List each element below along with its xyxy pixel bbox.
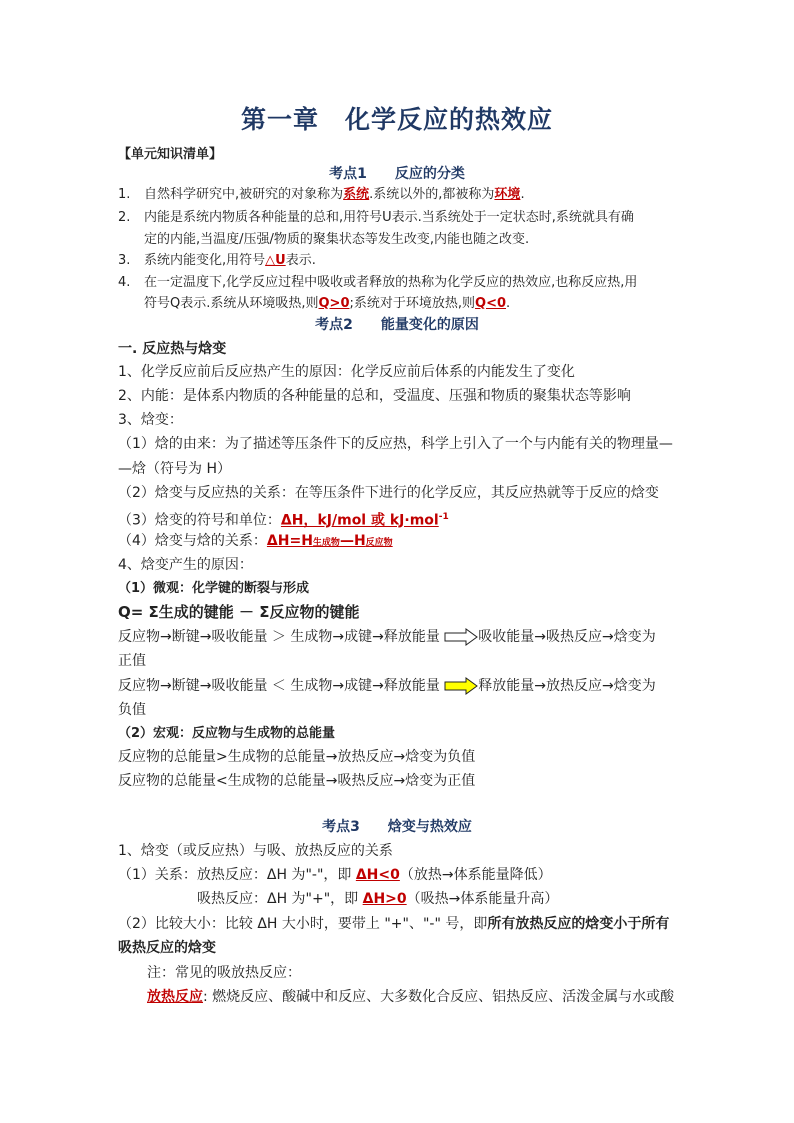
k2-micro-heading: （1）微观：化学键的断裂与形成 — [118, 581, 310, 596]
k2-line-3: 3、焓变： — [118, 412, 183, 428]
k2-comparison-1: 反应物→断键→吸收能量 ＞ 生成物→成键→释放能量 吸收能量→吸热反应→焓变为 — [118, 629, 656, 645]
bond-energy-formula: Q= Σ生成的键能 － Σ反应物的键能 — [118, 603, 360, 621]
k1-item-4: 4. 在一定温度下,化学反应过程中吸收或者释放的热称为化学反应的热效应,也称反应热,用 — [118, 275, 638, 290]
k1-item-2-cont: 定的内能,当温度/压强/物质的聚集状态等发生改变,内能也随之改变. — [144, 232, 530, 247]
k3-line-6: 放热反应: 燃烧反应、酸碱中和反应、大多数化合反应、铝热反应、活泼金属与水或酸 — [147, 989, 675, 1005]
k1-item-4-cont: 符号Q表示.系统从环境吸热,则Q>0;系统对于环境放热,则Q<0. — [144, 296, 511, 311]
k2-line-1: 1、化学反应前后反应热产生的原因：化学反应前后体系的内能发生了变化 — [118, 364, 575, 380]
k2-line-5: （2）焓变与反应热的关系：在等压条件下进行的化学反应，其反应热就等于反应的焓变 — [118, 485, 659, 501]
k3-line-4-cont: 吸热反应的焓变 — [118, 940, 216, 956]
k2-line-4a: （1）焓的由来：为了描述等压条件下的反应热，科学上引入了一个与内能有关的物理量— — [118, 436, 673, 452]
k1-item-3: 3. 系统内能变化,用符号△U表示. — [118, 253, 316, 268]
k2-line-6: （3）焓变的符号和单位：ΔH，kJ/mol 或 kJ·mol$^{-1}$ — [118, 512, 449, 529]
k3-line-4: （2）比较大小：比较 ΔH 大小时，要带上 "+"、"-" 号，即所有放热反应的焓变小于所有 — [118, 916, 670, 932]
k3-line-2: （1）关系：放热反应：ΔH 为"-"，即 ΔH<0（放热→体系能量降低） — [118, 867, 552, 883]
k2-comparison-1-cont: 正值 — [118, 653, 146, 669]
k2-macro-line-2: 反应物的总能量<生成物的总能量→吸热反应→焓变为正值 — [118, 773, 476, 789]
k2-line-2: 2、内能：是体系内物质的各种能量的总和，受温度、压强和物质的聚集状态等影响 — [118, 388, 631, 404]
section-heading-k2: 考点2 能量变化的原因 — [315, 317, 479, 333]
k3-line-3: 吸热反应：ΔH 为"+"，即 ΔH>0（吸热→体系能量升高） — [197, 891, 559, 907]
hollow-right-arrow-icon — [444, 628, 478, 646]
k2-subheading: 一. 反应热与焓变 — [118, 341, 227, 357]
section-heading-k1: 考点1 反应的分类 — [329, 166, 465, 182]
k2-macro-line-1: 反应物的总能量>生成物的总能量→放热反应→焓变为负值 — [118, 749, 476, 765]
section-heading-k3: 考点3 焓变与热效应 — [322, 819, 472, 835]
chapter-title: 第一章 化学反应的热效应 — [240, 105, 553, 134]
unit-label: 【单元知识清单】 — [118, 147, 223, 162]
k3-line-1: 1、焓变（或反应热）与吸、放热反应的关系 — [118, 843, 393, 859]
k2-comparison-2-cont: 负值 — [118, 702, 146, 718]
k2-macro-heading: （2）宏观：反应物与生成物的总能量 — [118, 726, 336, 741]
k1-item-2: 2. 内能是系统内物质各种能量的总和,用符号U表示.当系统处于一定状态时,系统就具有确 — [118, 210, 634, 225]
k1-item-1: 1. 自然科学研究中,被研究的对象称为系统.系统以外的,都被称为环境. — [118, 187, 525, 202]
k3-note: 注：常见的吸放热反应： — [147, 965, 301, 981]
k2-comparison-2: 反应物→断键→吸收能量 ＜ 生成物→成键→释放能量 释放能量→放热反应→焓变为 — [118, 678, 656, 694]
k2-line-4b: —焓（符号为 H） — [118, 461, 231, 477]
k2-line-8: 4、焓变产生的原因： — [118, 557, 253, 573]
k2-line-7: （4）焓变与焓的关系：ΔH=H生成物—H反应物 — [118, 533, 393, 549]
yellow-right-arrow-icon — [444, 677, 478, 695]
